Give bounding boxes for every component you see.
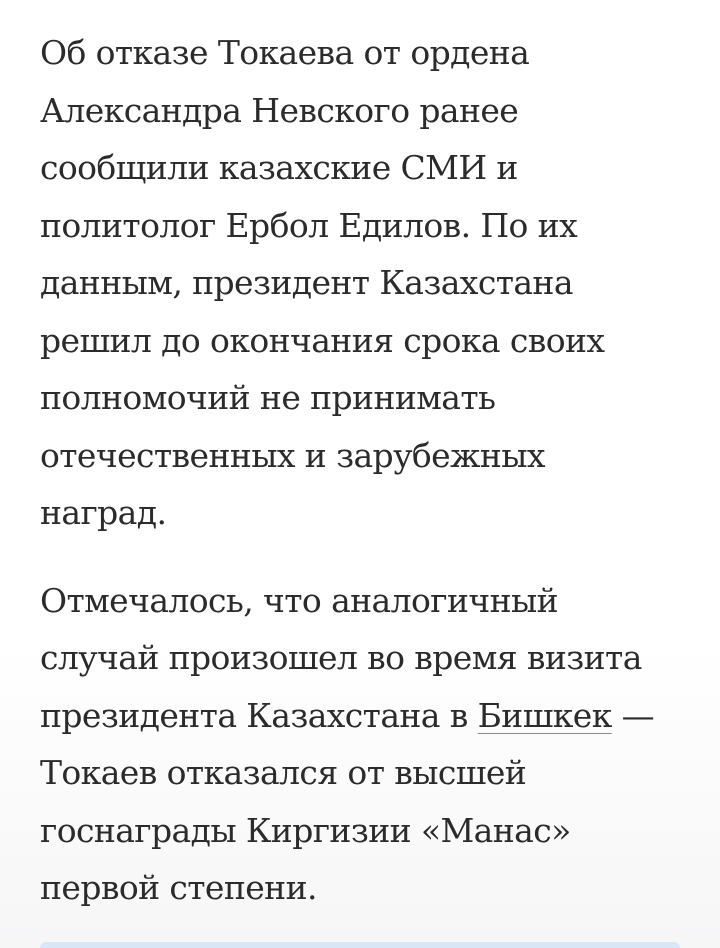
text-line: полномочий не принимать	[40, 378, 496, 417]
bishkek-link[interactable]: Бишкек	[477, 695, 612, 735]
text-line: Отмечалось, что аналогичный	[40, 580, 559, 620]
paragraph-manas-case	[40, 572, 700, 917]
paragraph-tokayev-refusal	[40, 24, 700, 542]
text-fragment: —	[611, 695, 655, 735]
text-line: госнаграды Киргизии «Манас»	[40, 810, 571, 850]
text-line: Токаев отказался от высшей	[40, 753, 527, 792]
text-line: Об отказе Токаева от ордена	[40, 33, 530, 72]
text-line	[40, 687, 700, 745]
text-fragment: президента Казахстана в	[40, 695, 478, 735]
text-line: отечественных и зарубежных	[40, 435, 545, 475]
text-line: решил до окончания срока своих	[40, 320, 605, 360]
text-line: случай произошел во время визита	[40, 638, 642, 677]
text-line: данным, президент Казахстана	[40, 263, 573, 302]
text-line: наград.	[40, 493, 167, 532]
article-body	[40, 24, 700, 917]
text-line: политолог Ербол Едилов. По их	[40, 205, 578, 245]
next-block-edge	[40, 942, 680, 948]
text-line: Александра Невского ранее	[40, 90, 519, 130]
text-line: сообщили казахские СМИ и	[40, 148, 518, 187]
text-line: первой степени.	[40, 868, 317, 907]
